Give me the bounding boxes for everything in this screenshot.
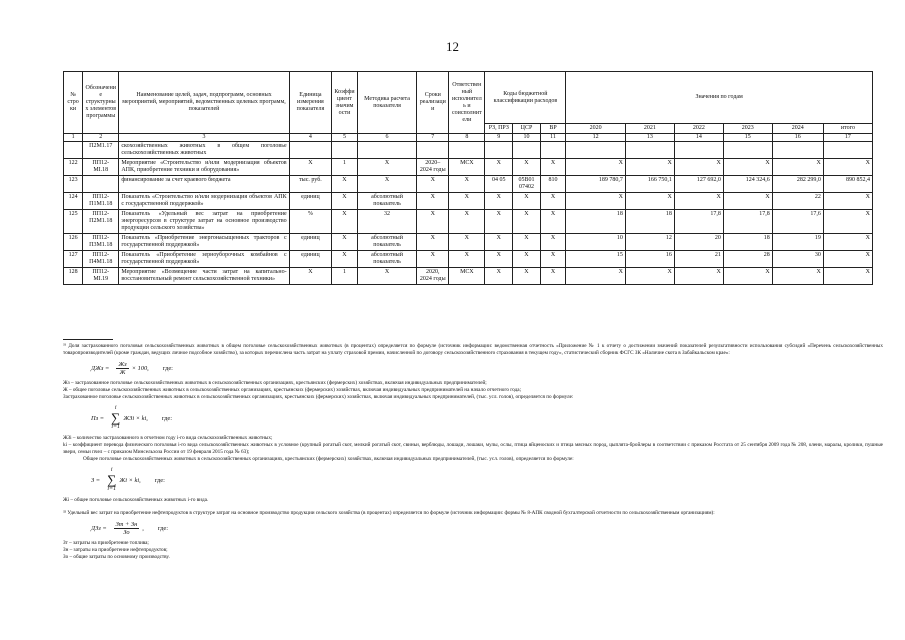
row-rz: Х xyxy=(485,234,513,251)
row-value-2024: 17,6 xyxy=(772,210,823,234)
col-num: 3 xyxy=(119,134,289,142)
row-unit: Х xyxy=(289,159,332,176)
row-value-2022: 127 692,0 xyxy=(674,176,723,193)
col-num: 15 xyxy=(723,134,772,142)
row-value-total: 890 852,4 xyxy=(823,176,872,193)
row-method: 32 xyxy=(357,210,417,234)
header-method: Методика расчета показателя xyxy=(357,72,417,134)
row-value-2021: 16 xyxy=(625,251,674,268)
row-vr: Х xyxy=(540,251,566,268)
row-value-2020: Х xyxy=(566,193,626,210)
col-num: 8 xyxy=(449,134,485,142)
row-unit: % xyxy=(289,210,332,234)
row-designation: ПП12-П1М1.18 xyxy=(83,193,119,210)
row-csr: 05В01 07402 xyxy=(513,176,541,193)
row-value-2024 xyxy=(772,142,823,159)
header-rz: РЗ, ПРЗ xyxy=(485,124,513,134)
col-num: 12 xyxy=(566,134,626,142)
row-coef: 1 xyxy=(332,268,358,285)
formula-lhs: ДЖз = xyxy=(91,365,110,372)
row-executor: МСХ xyxy=(449,159,485,176)
row-name: Мероприятие «Строительство и/или модернизация объектов АПК, приобретение техники и оборудования» xyxy=(119,159,289,176)
row-csr xyxy=(513,142,541,159)
row-value-2024: Х xyxy=(772,159,823,176)
row-vr: Х xyxy=(540,159,566,176)
row-executor: Х xyxy=(449,210,485,234)
sigma-icon: ∑ xyxy=(111,410,121,425)
row-value-2022: Х xyxy=(674,268,723,285)
formula-lhs: З = xyxy=(91,476,101,484)
row-value-2020: 18 xyxy=(566,210,626,234)
header-vr: ВР xyxy=(540,124,566,134)
row-value-2024: 22 xyxy=(772,193,823,210)
header-executor: Ответственный исполнитель и соисполнители xyxy=(449,72,485,134)
header-name: Наименование целей, задач, подпрограмм, основных мероприятий, мероприятий, ведомственных целевых программ, показателей xyxy=(119,72,289,134)
sum-upper: i xyxy=(114,405,117,411)
col-num: 5 xyxy=(332,134,358,142)
table-row xyxy=(64,268,873,285)
summation xyxy=(107,467,116,493)
row-value-2021 xyxy=(625,142,674,159)
table-row xyxy=(64,176,873,193)
definition: ki – коэффициент перевода физического поголовья i-го вида сельскохозяйственных животных в условное (крупный рогатый скот, мелкий рогатый скот, свиньи, верблюды, лошади, лошаки, мулы, ослы, птица яйценоских и птица мясных пород, цыплята-бройлеры в соответствии с приказом Росстата от 25 сентября 2009 года № 208, олени, маралы, кролики, пушные звери, семьи пчел – с приказом Минсельхоза России от 19 февраля 2015 года № 63); xyxy=(63,442,883,455)
row-value-2023: 18 xyxy=(723,234,772,251)
row-value-2021: 18 xyxy=(625,210,674,234)
row-unit: Х xyxy=(289,268,332,285)
row-value-total: Х xyxy=(823,159,872,176)
row-designation: П2М1.17 xyxy=(83,142,119,159)
row-rz: Х xyxy=(485,251,513,268)
table-row xyxy=(64,234,873,251)
row-rz: Х xyxy=(485,159,513,176)
col-num: 2 xyxy=(83,134,119,142)
row-value-total: Х xyxy=(823,234,872,251)
row-value-total: Х xyxy=(823,268,872,285)
row-csr: Х xyxy=(513,251,541,268)
row-value-2022 xyxy=(674,142,723,159)
definition: Общее поголовье сельскохозяйственных животных в сельскохозяйственных организациях, крестьянских (фермерских) хозяйствах, включая индивидуальных предпринимателей, (тыс. усл. голов), определяется по формуле: xyxy=(83,456,574,462)
row-value-2023: Х xyxy=(723,268,772,285)
program-indicators-table xyxy=(63,71,873,285)
fraction-denominator: Ж xyxy=(119,369,126,376)
summation xyxy=(111,405,120,431)
formula-where: где: xyxy=(157,525,169,532)
col-num: 7 xyxy=(417,134,449,142)
col-num: 11 xyxy=(540,134,566,142)
row-value-2023: 17,8 xyxy=(723,210,772,234)
row-executor: Х xyxy=(449,176,485,193)
row-rz: Х xyxy=(485,268,513,285)
row-unit: тыс. руб. xyxy=(289,176,332,193)
row-value-2024: 30 xyxy=(772,251,823,268)
col-num: 1 xyxy=(64,134,83,142)
header-2024: 2024 xyxy=(772,124,823,134)
row-csr: Х xyxy=(513,268,541,285)
row-name: Мероприятие «Возмещение части затрат на капитально-восстановительный ремонт сельскохозяйственной техники» xyxy=(119,268,289,285)
formula-where: где: xyxy=(161,414,172,422)
row-method: Х xyxy=(357,268,417,285)
row-designation: ПП12-МI.19 xyxy=(83,268,119,285)
row-unit: единиц xyxy=(289,234,332,251)
footnote-32: ³² Удельный вес затрат на приобретение нефтепродуктов в структуре затрат на основное производство продукции сельского хозяйства (в процентах) определяется по формуле (источник информации: формы № 8-АПК сводной бухгалтерской отчетности по сельскохозяйственным организациям): xyxy=(63,510,715,516)
page-number: 12 xyxy=(446,39,459,54)
col-num: 10 xyxy=(513,134,541,142)
formula-lhs: ДЗз = xyxy=(91,525,107,532)
formula-where: где: xyxy=(162,365,173,372)
row-value-2021: Х xyxy=(625,268,674,285)
footnote-31: ³¹ Доля застрахованного поголовья сельскохозяйственных животных в общем поголовье сельскохозяйственных животных (в процентах) определяется по формуле (источник информации: ведомственная отчетность «Приложение № 1 к отчету о достижении значений показателей результативности использования субсидий «Перечень сельскохозяйственных товаропроизводителей (кроме граждан, ведущих личное подсобное хозяйство), за которых перечислена часть затрат на уплату страховой премии, начисленной по договору сельскохозяйственного страхования в текущем году», статистический сборник ФСГС ЗК «Наличие скота в Забайкальском крае»: xyxy=(63,343,883,356)
header-csr: ЦСР xyxy=(513,124,541,134)
row-rz xyxy=(485,142,513,159)
row-vr: Х xyxy=(540,193,566,210)
row-method: Х xyxy=(357,176,417,193)
row-csr: Х xyxy=(513,193,541,210)
row-csr: Х xyxy=(513,159,541,176)
row-terms: Х xyxy=(417,234,449,251)
row-value-total: Х xyxy=(823,193,872,210)
row-coef: Х xyxy=(332,251,358,268)
definition: Застрахованное поголовье сельскохозяйственных животных в сельскохозяйственных организациях, крестьянских (фермерских) хозяйствах, включая индивидуальных предпринимателей, (тыс. усл. голов), определяется по формуле: xyxy=(63,394,574,400)
row-rz: 04 05 xyxy=(485,176,513,193)
formula-fraction xyxy=(116,361,128,376)
row-name: скохозяйственных животных в общем поголовье сельскохозяйственных животных xyxy=(119,142,289,159)
header-2020: 2020 xyxy=(566,124,626,134)
row-csr: Х xyxy=(513,210,541,234)
row-vr: 810 xyxy=(540,176,566,193)
definition: Зн – затраты на приобретение нефтепродуктов; xyxy=(63,547,168,553)
row-value-2021: 12 xyxy=(625,234,674,251)
row-terms: Х xyxy=(417,176,449,193)
footnotes xyxy=(63,343,883,561)
row-value-2023 xyxy=(723,142,772,159)
col-num: 6 xyxy=(357,134,417,142)
fraction-numerator: Зт + Зн xyxy=(115,521,138,528)
sum-lower: i=1 xyxy=(111,424,121,430)
sum-lower: i=1 xyxy=(107,486,117,492)
row-value-total: Х xyxy=(823,210,872,234)
definition: Ж – общее поголовье сельскохозяйственных животных в сельскохозяйственных организациях, крестьянских (фермерских) хозяйствах, включая индивидуальных предпринимателей на начало отчетного года; xyxy=(63,387,522,393)
row-value-2020: Х xyxy=(566,159,626,176)
row-number xyxy=(64,142,83,159)
definition: ЖЗi – количество застрахованного в отчетном году i-го вида сельскохозяйственных животных; xyxy=(63,435,273,441)
header-designation: Обозначение структурных элементов программы xyxy=(83,72,119,134)
row-value-2020: 15 xyxy=(566,251,626,268)
row-value-2021: 166 750,1 xyxy=(625,176,674,193)
table-row xyxy=(64,193,873,210)
row-unit xyxy=(289,142,332,159)
col-num: 17 xyxy=(823,134,872,142)
row-terms: Х xyxy=(417,251,449,268)
header-unit: Единица измерения показателя xyxy=(289,72,332,134)
row-value-2023: Х xyxy=(723,193,772,210)
row-vr: Х xyxy=(540,210,566,234)
row-method: Х xyxy=(357,159,417,176)
row-value-2020: Х xyxy=(566,268,626,285)
row-designation: ПП12-П3М1.18 xyxy=(83,234,119,251)
definition: Жз – застрахованное поголовье сельскохозяйственных животных в сельскохозяйственных организациях, крестьянских (фермерских) хозяйствах, включая индивидуальных предпринимателей; xyxy=(63,380,487,386)
row-designation: ПП12-П2М1.18 xyxy=(83,210,119,234)
row-number: 124 xyxy=(64,193,83,210)
row-value-2022: Х xyxy=(674,159,723,176)
table-row xyxy=(64,210,873,234)
row-number: 128 xyxy=(64,268,83,285)
row-terms: Х xyxy=(417,210,449,234)
row-value-2020: 189 780,7 xyxy=(566,176,626,193)
row-value-2022: 17,8 xyxy=(674,210,723,234)
row-designation: ПП12-П4М1.18 xyxy=(83,251,119,268)
row-method xyxy=(357,142,417,159)
sigma-icon: ∑ xyxy=(107,472,117,487)
row-method: абсолютный показатель xyxy=(357,193,417,210)
formula-fuel-share xyxy=(91,521,883,536)
header-total: итого xyxy=(823,124,872,134)
row-method: абсолютный показатель xyxy=(357,251,417,268)
row-coef: Х xyxy=(332,176,358,193)
table-row xyxy=(64,159,873,176)
header-num: № строки xyxy=(64,72,83,134)
row-coef: Х xyxy=(332,210,358,234)
row-vr xyxy=(540,142,566,159)
col-num: 16 xyxy=(772,134,823,142)
formula-fraction xyxy=(114,521,140,536)
row-designation xyxy=(83,176,119,193)
definition: Зо – общие затраты по основному производству. xyxy=(63,554,170,560)
row-coef xyxy=(332,142,358,159)
header-coef: Коэффициент значимости xyxy=(332,72,358,134)
row-number: 126 xyxy=(64,234,83,251)
row-value-2023: 124 324,6 xyxy=(723,176,772,193)
row-executor: Х xyxy=(449,251,485,268)
fraction-denominator: Зо xyxy=(123,529,130,536)
header-terms: Сроки реализации xyxy=(417,72,449,134)
row-name: Показатель «Строительство и/или модернизация объектов АПК с государственной поддержкой» xyxy=(119,193,289,210)
row-name: Показатель «Удельный вес затрат на приобретение энергоресурсов в структуре затрат на основное производство продукции сельского хозяйства» xyxy=(119,210,289,234)
row-unit: единиц xyxy=(289,251,332,268)
col-num: 4 xyxy=(289,134,332,142)
row-vr: Х xyxy=(540,234,566,251)
col-num: 9 xyxy=(485,134,513,142)
row-terms: Х xyxy=(417,193,449,210)
row-coef: 1 xyxy=(332,159,358,176)
header-2023: 2023 xyxy=(723,124,772,134)
row-number: 123 xyxy=(64,176,83,193)
formula-body: ЖЗi × ki, xyxy=(123,414,148,422)
row-designation: ПП12-МI.18 xyxy=(83,159,119,176)
column-number-row xyxy=(64,134,873,142)
row-unit: единиц xyxy=(289,193,332,210)
formula-insured-livestock xyxy=(91,405,883,431)
header-budget-codes: Коды бюджетной классификации расходов xyxy=(485,72,566,124)
definition: Зт – затраты на приобретение топлива; xyxy=(63,540,149,546)
row-value-2024: Х xyxy=(772,268,823,285)
col-num: 14 xyxy=(674,134,723,142)
definition: Жi – общее поголовье сельскохозяйственных животных i-го вида. xyxy=(63,497,209,503)
row-name: Показатель «Приобретение зерноуборочных комбайнов с государственной поддержкой» xyxy=(119,251,289,268)
header-2022: 2022 xyxy=(674,124,723,134)
header-values-by-year: Значения по годам xyxy=(566,72,873,124)
row-value-2023: Х xyxy=(723,159,772,176)
row-name: Показатель «Приобретение энергонасыщенных тракторов с государственной поддержкой» xyxy=(119,234,289,251)
row-value-2021: Х xyxy=(625,193,674,210)
formula-tail: × 100, xyxy=(131,365,149,372)
row-value-2022: Х xyxy=(674,193,723,210)
row-executor: МСХ xyxy=(449,268,485,285)
formula-lhs: Пз = xyxy=(91,414,105,422)
formula-total-livestock xyxy=(91,467,883,493)
row-name: финансирование за счет краевого бюджета xyxy=(119,176,289,193)
formula-share-insured xyxy=(91,361,883,376)
fraction-numerator: Жз xyxy=(118,361,127,368)
col-num: 13 xyxy=(625,134,674,142)
row-terms: 2020, 2024 годы xyxy=(417,268,449,285)
row-value-2020 xyxy=(566,142,626,159)
table-row xyxy=(64,142,873,159)
row-value-2021: Х xyxy=(625,159,674,176)
row-terms xyxy=(417,142,449,159)
row-value-2022: 20 xyxy=(674,234,723,251)
row-number: 127 xyxy=(64,251,83,268)
row-terms: 2020–2024 годы xyxy=(417,159,449,176)
row-coef: Х xyxy=(332,193,358,210)
row-executor: Х xyxy=(449,234,485,251)
row-value-2020: 10 xyxy=(566,234,626,251)
row-executor xyxy=(449,142,485,159)
row-csr: Х xyxy=(513,234,541,251)
row-rz: Х xyxy=(485,210,513,234)
row-value-2022: 21 xyxy=(674,251,723,268)
row-coef: Х xyxy=(332,234,358,251)
footnotes-divider xyxy=(63,339,113,340)
row-vr: Х xyxy=(540,268,566,285)
formula-where: где: xyxy=(154,476,165,484)
row-executor: Х xyxy=(449,193,485,210)
table-row xyxy=(64,251,873,268)
row-number: 125 xyxy=(64,210,83,234)
row-value-total: Х xyxy=(823,251,872,268)
row-number: 122 xyxy=(64,159,83,176)
row-value-2024: 282 299,0 xyxy=(772,176,823,193)
sum-upper: i xyxy=(110,467,113,473)
formula-tail: , xyxy=(142,525,144,532)
row-method: абсолютный показатель xyxy=(357,234,417,251)
row-value-2024: 19 xyxy=(772,234,823,251)
row-value-2023: 28 xyxy=(723,251,772,268)
formula-body: Жi × ki, xyxy=(119,476,141,484)
row-rz: Х xyxy=(485,193,513,210)
row-value-total xyxy=(823,142,872,159)
header-2021: 2021 xyxy=(625,124,674,134)
